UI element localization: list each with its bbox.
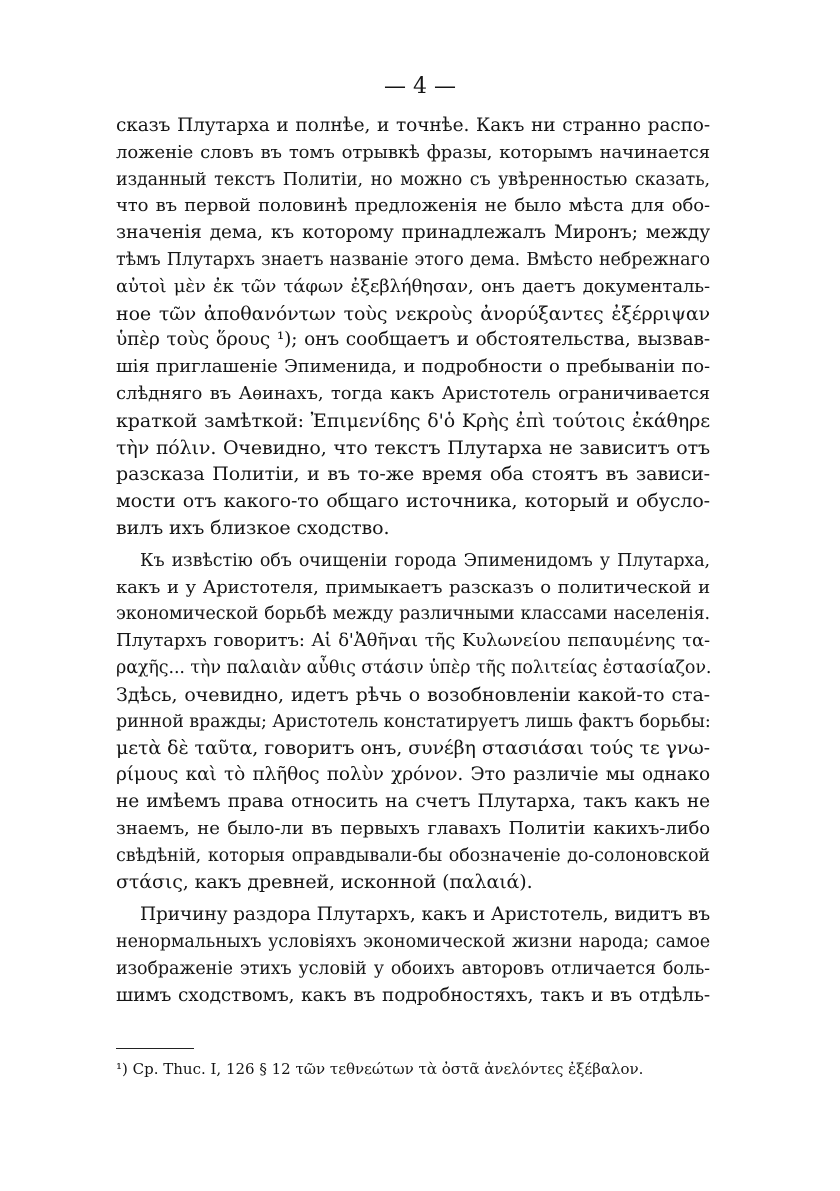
text-line: значенія дема, къ которому принадлежалъ Миронъ; между xyxy=(116,222,710,244)
text-line: ὑπὲρ τοὺς ὅρους ¹); онъ сообщаетъ и обстоятельства, вызвав- xyxy=(116,329,710,351)
text-line: ραχῆς... τὴν παλαιὰν αὖθις στάσιν ὑπὲρ τῆς πολιτείας ἐστασίαζον. xyxy=(116,657,712,678)
text-line: Причину раздора Плутархъ, какъ и Аристотель, видитъ въ xyxy=(140,904,710,926)
footnote-rule xyxy=(116,1048,194,1049)
text-line: слѣдняго въ Аѳинахъ, тогда какъ Аристотель ограничивается xyxy=(116,382,710,404)
text-line: μετὰ δὲ ταῦτα, говоритъ онъ, συνέβη στασιάσαι τούς τε γνω- xyxy=(116,737,710,760)
text-line: ρίμους καὶ τὸ πλῆθος πολὺν χρόνον. Это различіе мы однако xyxy=(116,764,710,786)
text-line: изданный текстъ Политіи, но можно съ увѣренностью сказать, xyxy=(116,169,710,190)
text-line: что въ первой половинѣ предложенія не было мѣста для обо- xyxy=(116,195,710,217)
text-line: изображеніе этихъ условій у обоихъ авторовъ отличается боль- xyxy=(116,958,710,979)
text-line: знаемъ, не было-ли въ первыхъ главахъ Политіи какихъ-либо xyxy=(116,817,710,839)
text-line: шимъ сходствомъ, какъ въ подробностяхъ, такъ и въ отдѣль- xyxy=(116,984,710,1006)
text-line: тѣмъ Плутархъ знаетъ названіе этого дема. Вмѣсто небрежнаго xyxy=(116,249,710,270)
text-line: свѣдѣній, которыя оправдывали-бы обозначеніе до-солоновской xyxy=(116,845,710,866)
text-line: αὐτοὶ μὲν ἐκ τῶν τάφων ἐξεβλήθησαν, онъ даетъ документаль- xyxy=(116,275,710,297)
text-line: краткой замѣткой: Ἐπιμενίδης δ'ὁ Κρὴς ἐπὶ τούτοις ἐκάθηρε xyxy=(116,409,710,432)
text-line: какъ и у Аристотеля, примыкаетъ разсказъ о политической и xyxy=(116,576,710,598)
text-line: шія приглашеніе Эпименида, и подробности о пребываніи по- xyxy=(116,356,710,378)
text-line: мости отъ какого-то общаго источника, который и обусло- xyxy=(116,490,710,513)
text-line: Къ извѣстію объ очищеніи города Эпименидомъ у Плутарха, xyxy=(140,550,710,571)
text-line: разсказа Политіи, и въ то-же время оба стоятъ въ зависи- xyxy=(116,463,710,486)
paragraph-3 xyxy=(116,902,710,1009)
text-line: экономической борьбѣ между различными классами населенія. xyxy=(116,604,710,625)
text-line: вилъ ихъ близкое сходство. xyxy=(116,516,390,539)
text-line: ненормальныхъ условіяхъ экономической жизни народа; самое xyxy=(116,931,710,952)
text-line: ринной вражды; Аристотель констатируетъ лишь фактъ борьбы: xyxy=(116,711,711,732)
text-line: στάσις, какъ древней, исконной (παλαιά). xyxy=(116,871,533,894)
paragraph-2 xyxy=(116,548,710,896)
body-text xyxy=(116,113,710,1009)
text-line: ное τῶν ἀποθανόντων τοὺς νεκροὺς ἀνορύξαντες ἐξέρριψαν xyxy=(116,302,710,325)
text-line: сказъ Плутарха и полнѣе, и точнѣе. Какъ ни странно распо- xyxy=(116,115,710,136)
footnote: ¹) Ср. Thuc. I, 126 § 12 τῶν τεθνεώτων τὰ ὀστᾶ ἀνελόντες ἐξέβαλον. xyxy=(116,1060,644,1078)
text-line: не имѣемъ права относить на счетъ Плутарха, такъ какъ не xyxy=(116,790,710,812)
paragraph-1 xyxy=(116,113,710,542)
text-line: τὴν πόλιν. Очевидно, что текстъ Плутарха не зависитъ отъ xyxy=(116,436,710,459)
text-line: ложеніе словъ въ томъ отрывкѣ фразы, которымъ начинается xyxy=(116,141,710,163)
text-line: Здѣсь, очевидно, идетъ рѣчь о возобновленіи какой-то ста- xyxy=(116,683,710,706)
text-line: Плутархъ говоритъ: Αἱ δ'Ἀθῆναι τῆς Κυλωνείου πεπαυμένης τα- xyxy=(116,630,710,652)
page-number: — 4 — xyxy=(384,74,456,99)
